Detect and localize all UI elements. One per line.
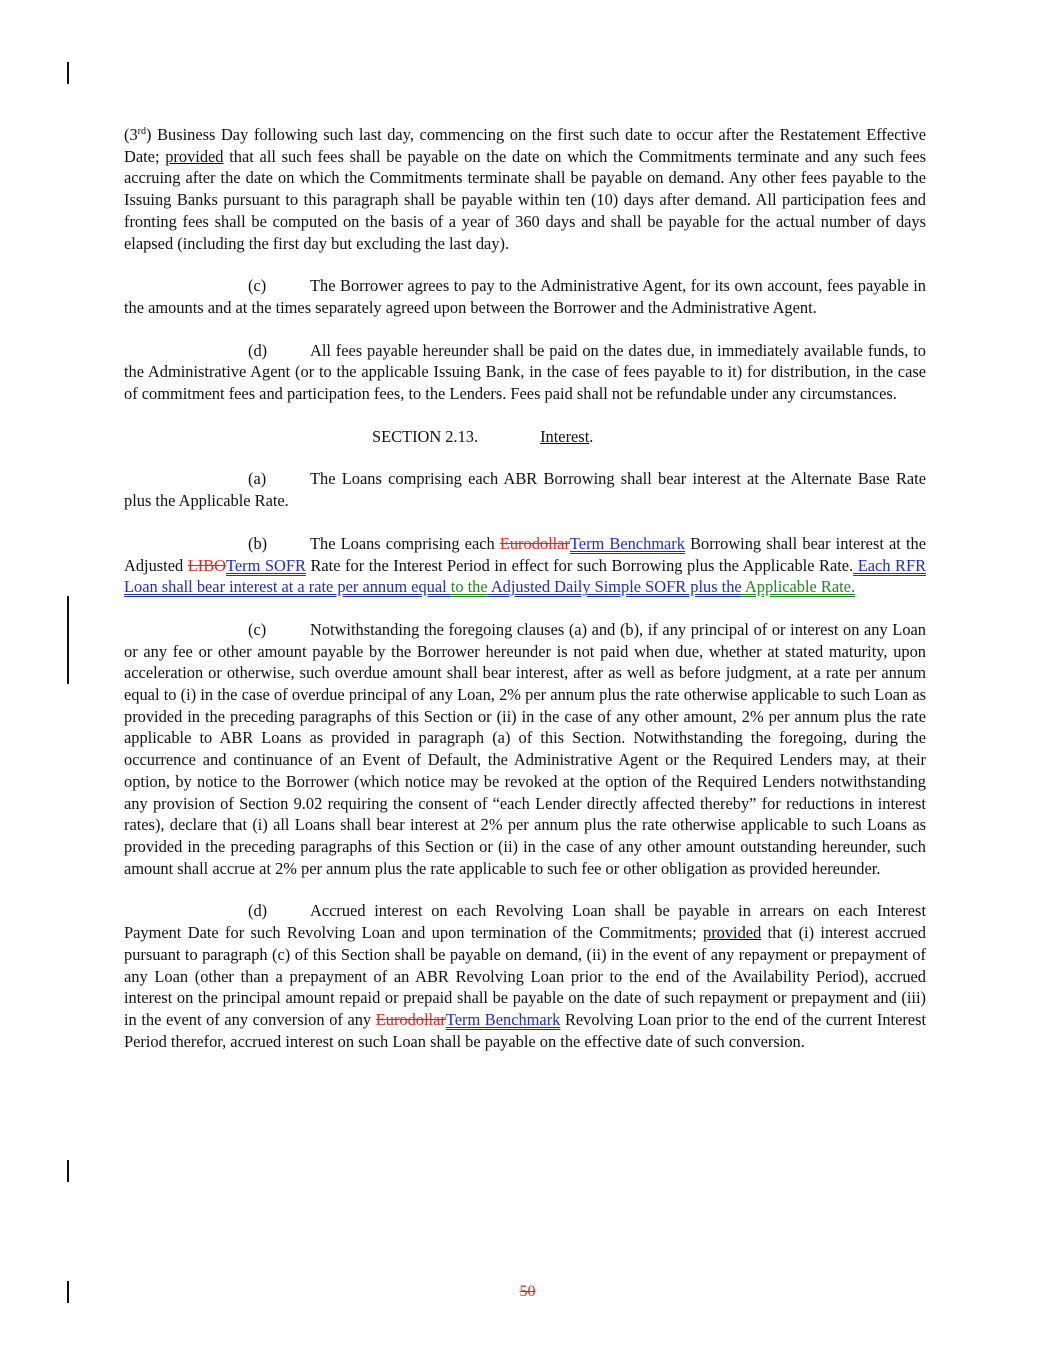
inserted-text: Term Benchmark [569, 533, 685, 553]
deleted-text: LIBO [187, 555, 226, 575]
paragraph-d-fee-payment: (d) All fees payable hereunder shall be paid on the dates due, in immediately available funds, to the Administrative Agent (or to the applicable Issuing Bank, in the case of fees payable to it) for distribution, in the case of commitment fees and participation fees, to the Lenders. Fees paid shall not be refundable under any circumstances. [124, 340, 926, 404]
paragraph-a-abr-interest: (a) The Loans comprising each ABR Borrowing shall bear interest at the Alternate Base Rate plus the Applicable Rate. [124, 469, 926, 511]
provided-term: provided [703, 923, 762, 943]
paragraph-fees-continued: (3rd) Business Day following such last day, commencing on the first such date to occur after the Restatement Effective Date; provided that all such fees shall be payable on the date on which the Commitments terminate and any such fees accruing after the date on which the Commitments terminate shall be payable on demand. Any other fees payable to the Issuing Banks pursuant to this paragraph shall be payable within ten (10) days after demand. All participation fees and fronting fees shall be computed on the basis of a year of 360 days and shall be payable for the actual number of days elapsed (including the first day but excluding the last day). [124, 125, 926, 253]
inserted-text: Term SOFR [226, 555, 306, 575]
ordinal-suffix: rd [137, 126, 146, 137]
section-title: Interest [540, 426, 590, 446]
section-number: SECTION 2.13. [372, 426, 479, 446]
clause-label: (c) [248, 619, 267, 639]
document-body [124, 124, 926, 1073]
inserted-text: Each RFR Loan shall bear interest at a rate per annum equal [124, 555, 926, 597]
change-bar-top [67, 62, 69, 84]
change-bar-para-b [67, 596, 69, 684]
inserted-text: Adjusted Daily Simple SOFR plus the [487, 577, 742, 597]
clause-label: (d) [248, 340, 268, 360]
clause-label: (b) [248, 533, 268, 553]
section-heading: SECTION 2.13. Interest. [124, 426, 926, 448]
deleted-text: Eurodollar [499, 533, 570, 553]
provided-term: provided [165, 146, 224, 166]
moved-text: to the [450, 577, 488, 597]
paragraph-b-term-benchmark-interest: (b) The Loans comprising each EurodollarTerm Benchmark Borrowing shall bear interest at the Adjusted LIBOTerm SOFR Rate for the Interest Period in effect for such Borrowing plus the Applicable Rate. Each RFR Loan shall bear interest at a rate per annum equal to the Adjusted Daily Simple SOFR plus the Applicable Rate. [124, 533, 926, 597]
clause-label: (c) [248, 276, 267, 296]
paragraph-d-accrued-interest: (d) Accrued interest on each Revolving Loan shall be payable in arrears on each Interest Payment Date for such Revolving Loan and upon termination of the Commitments; provided that (i) interest accrued pursuant to paragraph (c) of this Section shall be payable on demand, (ii) in the event of any repayment or prepayment of any Loan (other than a prepayment of an ABR Revolving Loan prior to the end of the Availability Period), accrued interest on the principal amount repaid or prepaid shall be payable on the date of such repayment or prepayment and (iii) in the event of any conversion of any EurodollarTerm Benchmark Revolving Loan prior to the end of the current Interest Period therefor, accrued interest on such Loan shall be payable on the effective date of such conversion. [124, 901, 927, 1051]
paragraph-c-default-interest: (c) Notwithstanding the foregoing clauses (a) and (b), if any principal of or interest on any Loan or any fee or other amount payable by the Borrower hereunder is not paid when due, whether at stated maturity, upon acceleration or otherwise, such overdue amount shall bear interest, after as well as before judgment, at a rate per annum equal to (i) in the case of overdue principal of any Loan, 2% per annum plus the rate otherwise applicable to such Loan as provided in the preceding paragraphs of this Section or (ii) in the case of any other amount, 2% per annum plus the rate applicable to ABR Loans as provided in paragraph (a) of this Section. Notwithstanding the foregoing, during the occurrence and continuance of an Event of Default, the Administrative Agent or the Required Lenders may, at their option, by notice to the Borrower (which notice may be revoked at the option of the Required Lenders notwithstanding any provision of Section 9.02 requiring the consent of “each Lender directly affected thereby” for reductions in interest rates), declare that (i) all Loans shall bear interest at 2% per annum plus the rate otherwise applicable to such Loans as provided in the preceding paragraphs of this Section or (ii) in the case of any other amount outstanding hereunder, such amount shall accrue at 2% per annum plus the rate applicable to such fee or other obligation as provided hereunder. [124, 619, 926, 878]
moved-text: Applicable Rate. [741, 577, 856, 597]
clause-label: (a) [248, 469, 267, 489]
inserted-text: Term Benchmark [445, 1009, 561, 1029]
page-number: 50 [519, 1283, 536, 1300]
change-bar-para-d [67, 1160, 69, 1182]
clause-label: (d) [248, 901, 268, 921]
paragraph-c-admin-fees: (c) The Borrower agrees to pay to the Administrative Agent, for its own account, fees payable in the amounts and at the times separately agreed upon between the Borrower and the Administrative Agent. [124, 276, 926, 317]
deleted-text: Eurodollar [375, 1009, 446, 1029]
